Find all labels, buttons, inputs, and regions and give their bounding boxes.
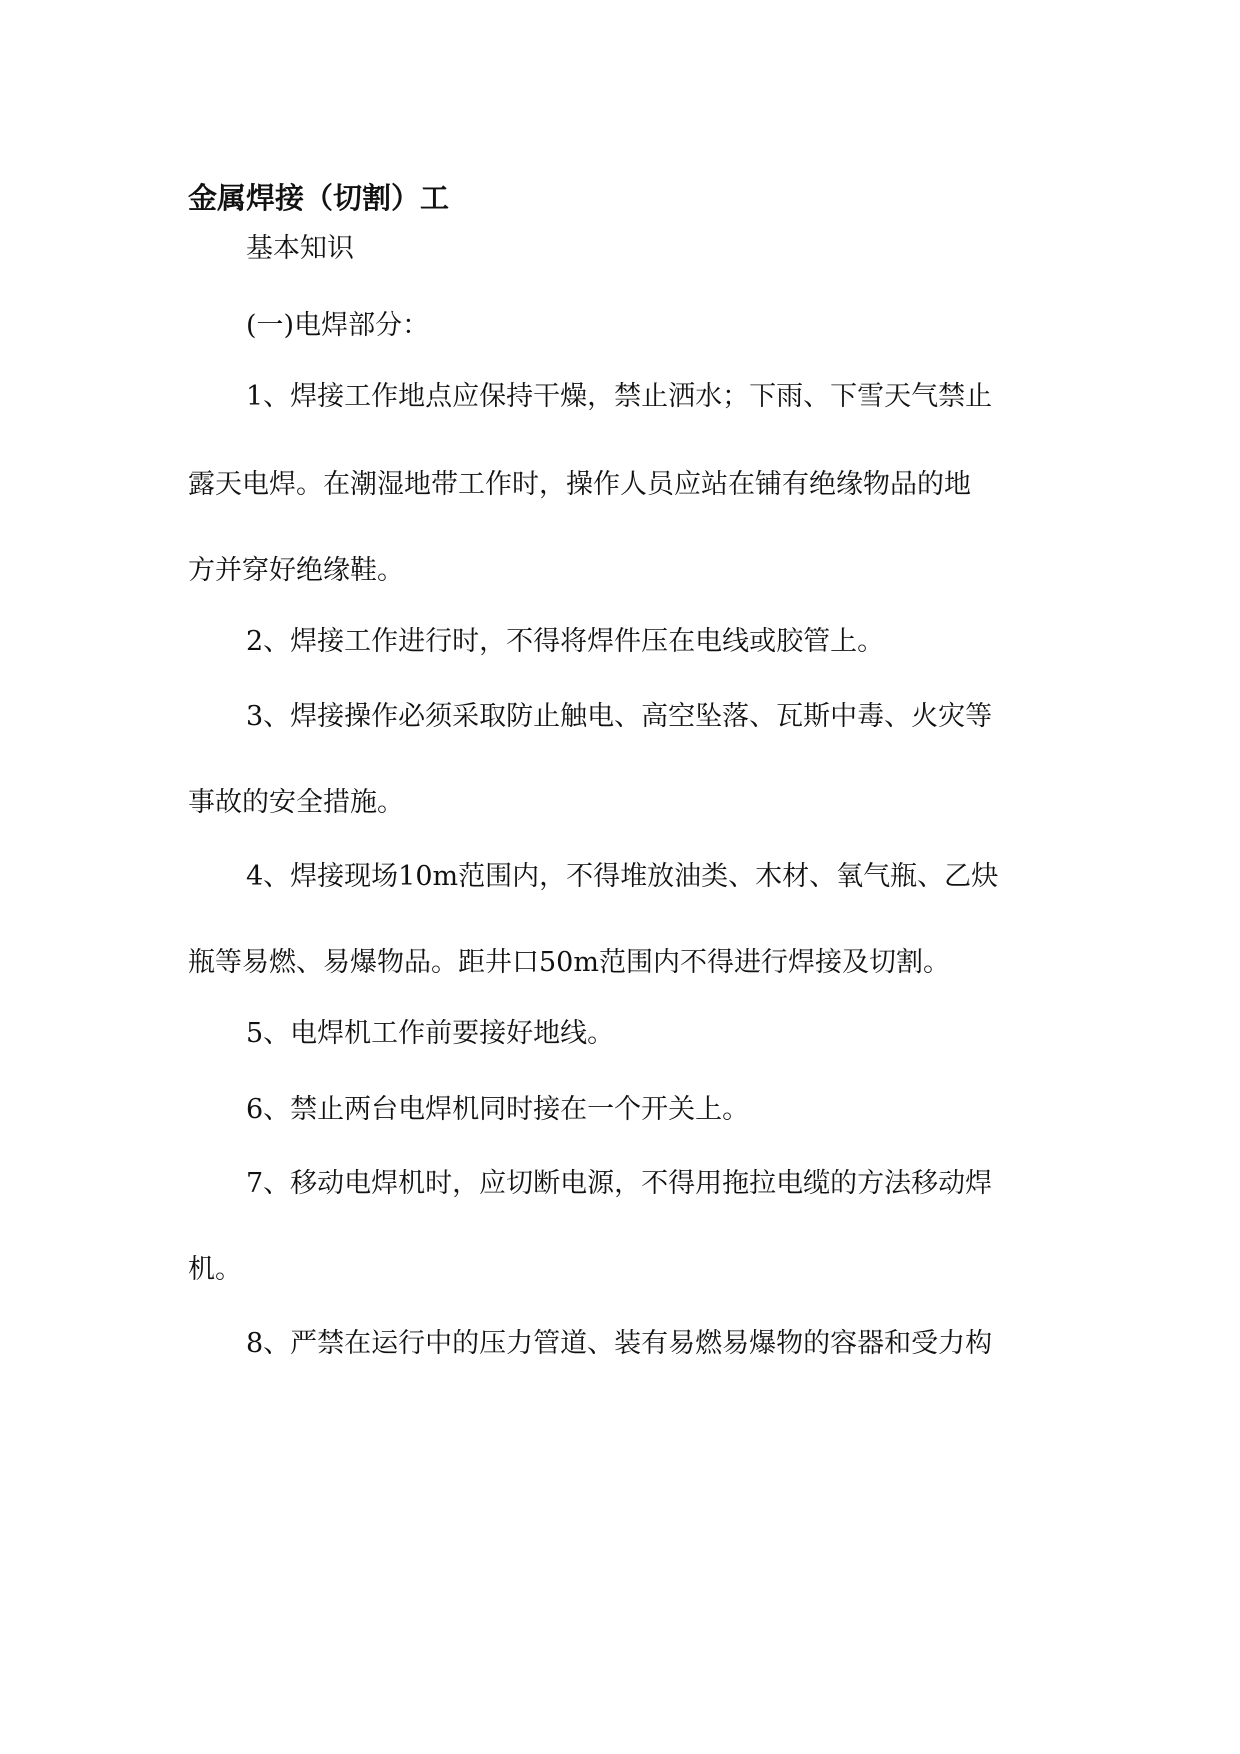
paragraph-line: 4、焊接现场10m范围内，不得堆放油类、木材、氧气瓶、乙炔 xyxy=(246,861,999,892)
paragraph-line: 8、严禁在运行中的压力管道、装有易燃易爆物的容器和受力构 xyxy=(246,1328,993,1359)
paragraph-line: 1、焊接工作地点应保持干燥，禁止洒水；下雨、下雪天气禁止 xyxy=(246,381,993,412)
paragraph-line: 2、焊接工作进行时，不得将焊件压在电线或胶管上。 xyxy=(246,626,885,657)
paragraph-line: 3、焊接操作必须采取防止触电、高空坠落、瓦斯中毒、火灾等 xyxy=(246,701,993,732)
subsection-heading-electric-welding: (一)电焊部分： xyxy=(246,310,430,341)
paragraph-line: 7、移动电焊机时，应切断电源，不得用拖拉电缆的方法移动焊 xyxy=(246,1168,993,1199)
paragraph-line: 方并穿好绝缘鞋。 xyxy=(188,555,404,586)
section-heading-basic-knowledge: 基本知识 xyxy=(246,233,354,264)
paragraph-line: 事故的安全措施。 xyxy=(188,787,404,818)
document-title: 金属焊接（切割）工 xyxy=(188,181,450,215)
paragraph-line: 5、电焊机工作前要接好地线。 xyxy=(246,1018,615,1049)
paragraph-line: 露天电焊。在潮湿地带工作时，操作人员应站在铺有绝缘物品的地 xyxy=(188,469,971,500)
paragraph-line: 6、禁止两台电焊机同时接在一个开关上。 xyxy=(246,1094,750,1125)
paragraph-line: 瓶等易燃、易爆物品。距井口50m范围内不得进行焊接及切割。 xyxy=(188,947,950,978)
paragraph-line: 机。 xyxy=(188,1254,242,1285)
